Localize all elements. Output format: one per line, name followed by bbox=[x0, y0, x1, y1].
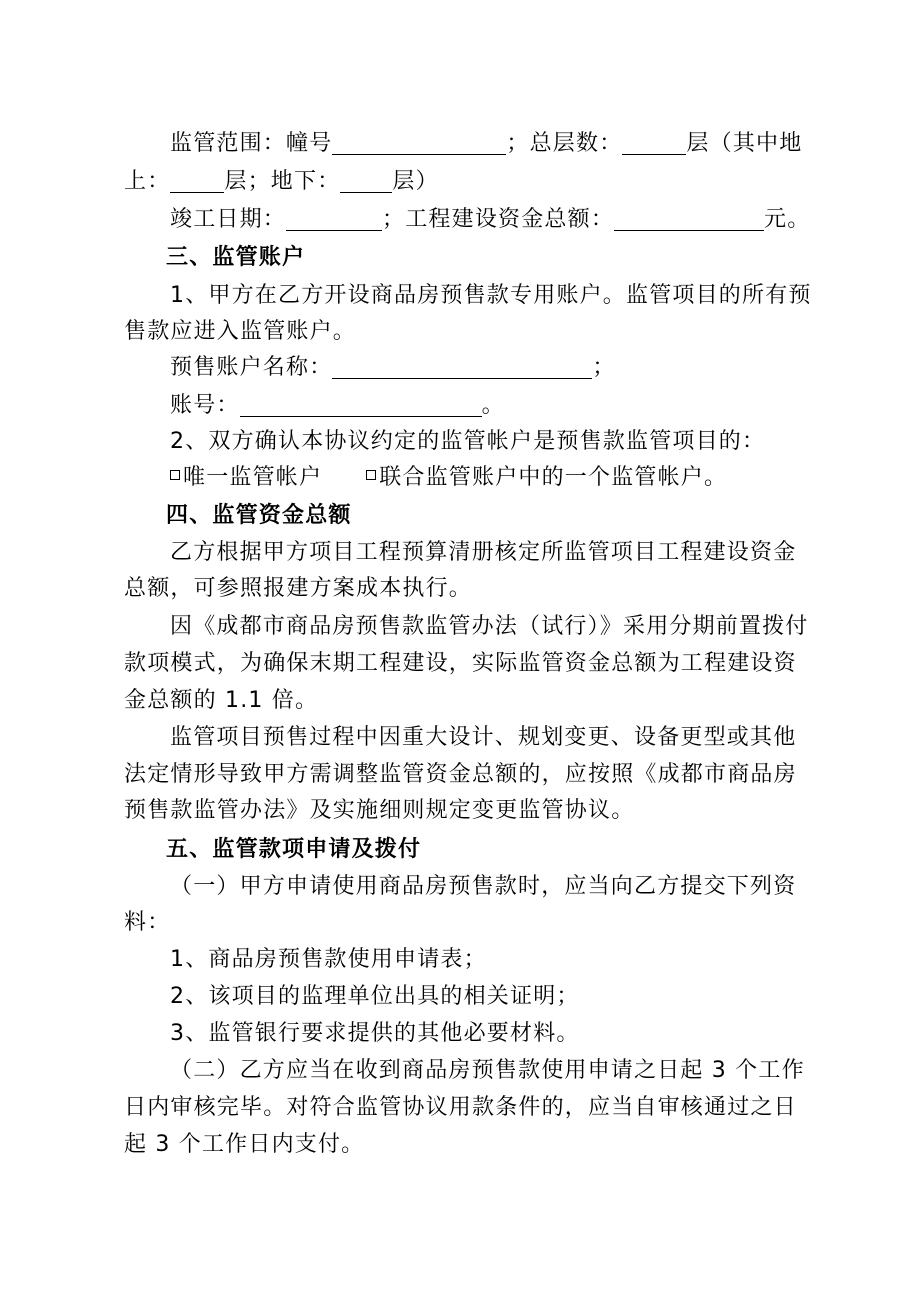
scope-line bbox=[170, 126, 802, 162]
total-floors-field[interactable] bbox=[622, 128, 686, 155]
account-number-field[interactable] bbox=[240, 390, 482, 417]
section-5-p1-line1: （一）甲方申请使用商品房预售款时，应当向乙方提交下列资 bbox=[170, 874, 797, 899]
section-4-p2-line1: 因《成都市商品房预售款监管办法（试行）》采用分期前置拨付 bbox=[170, 614, 809, 639]
section-4-p3-line1: 监管项目预售过程中因重大设计、规划变更、设备更型或其他 bbox=[170, 725, 797, 750]
option-joint-account[interactable] bbox=[366, 465, 727, 490]
section-4-p1-line1: 乙方根据甲方项目工程预算清册核定所监管项目工程建设资金 bbox=[170, 540, 797, 565]
floors-unit: 层 bbox=[686, 131, 710, 156]
above-ground-floors-field[interactable] bbox=[170, 166, 224, 193]
completion-line bbox=[170, 202, 810, 238]
section-5-item-1: 1、商品房预售款使用申请表； bbox=[170, 947, 487, 972]
section-4-heading: 四、监管资金总额 bbox=[166, 503, 352, 528]
section-4-p3-line3: 预售款监管办法》及实施细则规定变更监管协议。 bbox=[124, 798, 635, 823]
account-number-line bbox=[170, 388, 505, 424]
account-name-line bbox=[170, 350, 616, 386]
section-3-p1-line1: 1、甲方在乙方开设商品房预售款专用账户。监管项目的所有预 bbox=[170, 283, 812, 308]
section-5-p2-line3: 起 3 个工作日内支付。 bbox=[124, 1132, 365, 1157]
underground-label: 层；地下： bbox=[224, 169, 341, 194]
account-name-field[interactable] bbox=[332, 352, 592, 379]
section-3-heading: 三、监管账户 bbox=[166, 245, 306, 270]
underground-floors-field[interactable] bbox=[340, 166, 392, 193]
section-5-heading: 五、监管款项申请及拨付 bbox=[166, 837, 422, 862]
total-funds-field[interactable] bbox=[614, 204, 764, 231]
section-4-p2-line2: 款项模式，为确保末期工程建设，实际监管资金总额为工程建设资 bbox=[124, 651, 797, 676]
completion-date-label: 竣工日期： bbox=[170, 207, 287, 232]
building-number-field[interactable] bbox=[332, 128, 506, 155]
section-5-p1-line2: 料： bbox=[124, 910, 171, 935]
checkbox-icon[interactable] bbox=[170, 470, 180, 480]
total-funds-label: ；工程建设资金总额： bbox=[382, 207, 615, 232]
section-4-p3-line2: 法定情形导致甲方需调整监管资金总额的，应按照《成都市商品房 bbox=[124, 762, 797, 787]
account-type-options bbox=[170, 460, 727, 496]
section-3-p1-line2: 售款应进入监管账户。 bbox=[124, 319, 357, 344]
option-sole-account[interactable] bbox=[170, 465, 322, 490]
underground-unit: 层） bbox=[392, 169, 439, 194]
section-3-p2: 2、双方确认本协议约定的监管帐户是预售款监管项目的： bbox=[170, 429, 766, 454]
checkbox-icon[interactable] bbox=[366, 470, 376, 480]
option-joint-label: 联合监管账户中的一个监管帐户。 bbox=[379, 465, 728, 490]
section-5-p2-line2: 日内审核完毕。对符合监管协议用款条件的，应当自审核通过之日 bbox=[124, 1095, 797, 1120]
completion-date-field[interactable] bbox=[286, 204, 382, 231]
section-5-item-2: 2、该项目的监理单位出具的相关证明； bbox=[170, 984, 580, 1009]
floors-label: ；总层数： bbox=[506, 131, 623, 156]
scope-line-2 bbox=[124, 164, 439, 200]
scope-label: 监管范围：幢号 bbox=[170, 131, 333, 156]
above-ground-label: （其中地 bbox=[709, 131, 803, 156]
above-label: 上： bbox=[124, 169, 171, 194]
option-sole-label: 唯一监管帐户 bbox=[183, 465, 323, 490]
section-5-item-3: 3、监管银行要求提供的其他必要材料。 bbox=[170, 1021, 580, 1046]
account-name-end: ； bbox=[592, 355, 616, 380]
section-5-p2-line1: （二）乙方应当在收到商品房预售款使用申请之日起 3 个工作 bbox=[170, 1058, 805, 1083]
section-4-p1-line2: 总额，可参照报建方案成本执行。 bbox=[124, 576, 473, 601]
account-number-end: 。 bbox=[481, 393, 505, 418]
account-name-label: 预售账户名称： bbox=[170, 355, 333, 380]
account-number-label: 账号： bbox=[170, 393, 240, 418]
section-4-p2-line3: 金总额的 1.1 倍。 bbox=[124, 688, 319, 713]
yuan-unit: 元。 bbox=[764, 207, 811, 232]
